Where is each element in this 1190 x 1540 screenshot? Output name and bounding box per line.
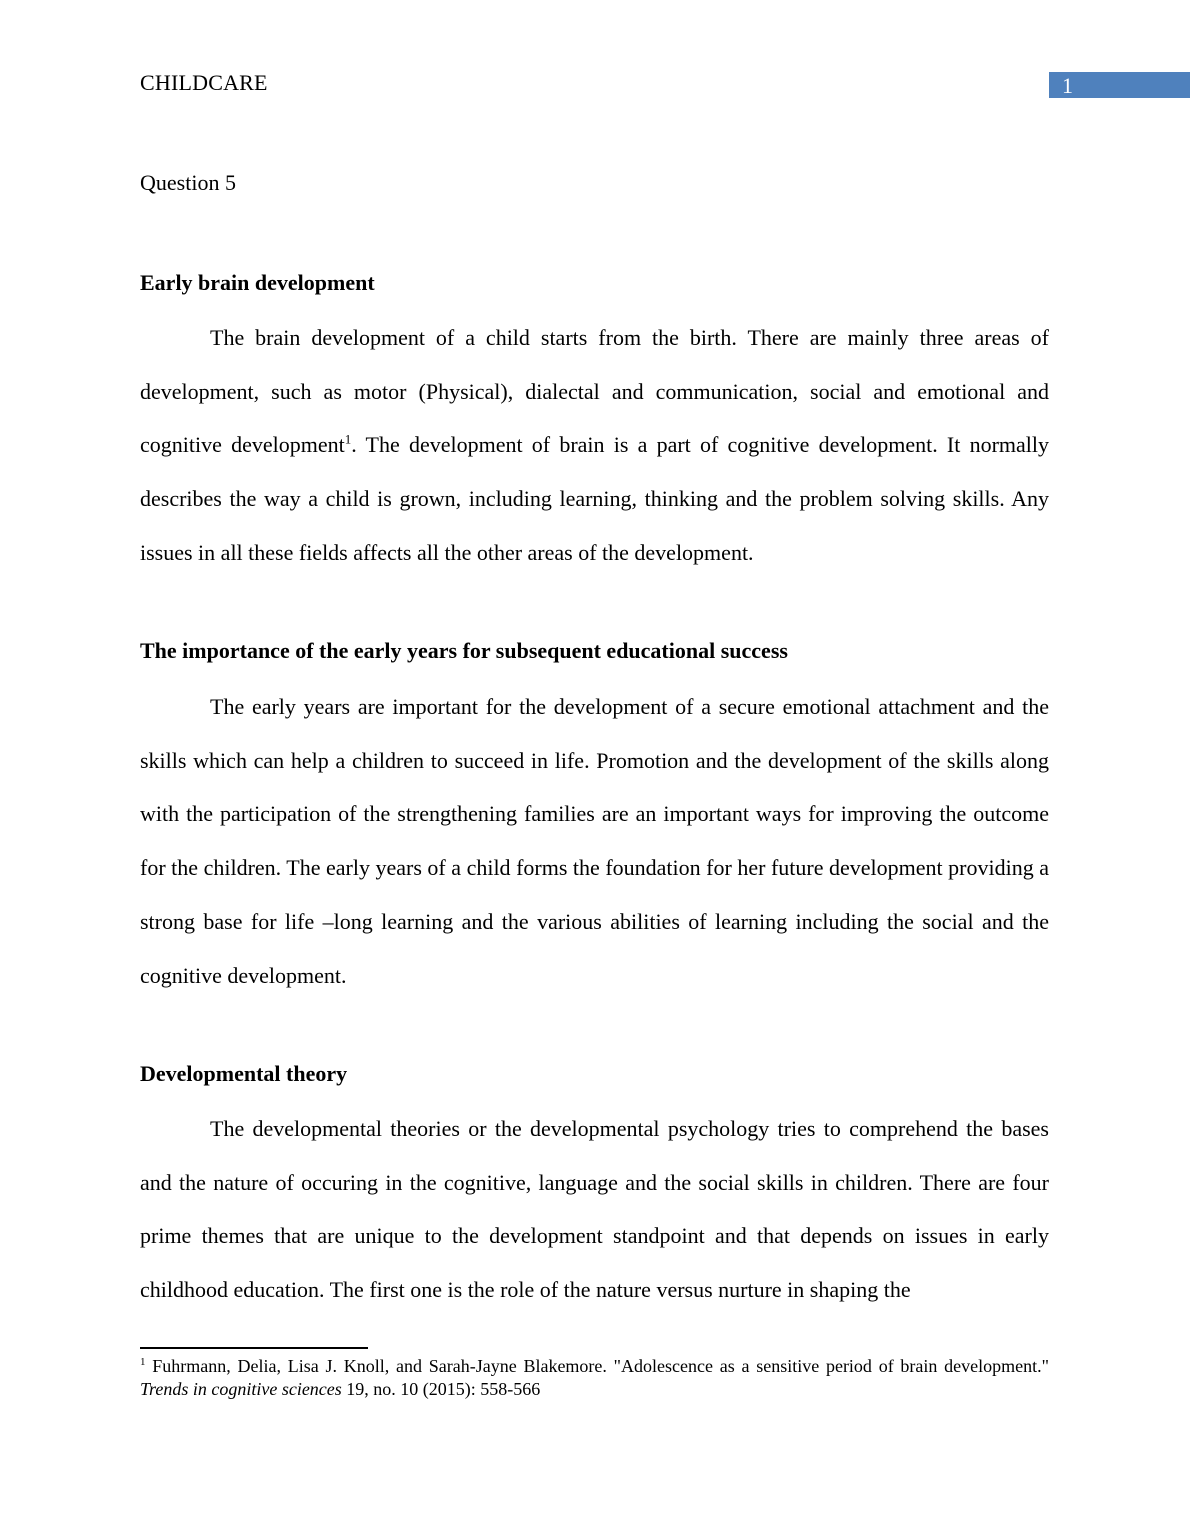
footnote-separator — [140, 1347, 368, 1349]
footnote-text: 19, no. 10 (2015): 558-566 — [341, 1379, 541, 1399]
paragraph-text: The brain development of a child starts from the birth. There are mainly three areas of development, such as motor (Physical), dialectal and communication, social and emotional and cognitive development — [140, 325, 1049, 458]
footnote-reference[interactable]: 1 — [344, 432, 352, 448]
paragraph-text: . The development of brain is a part of cognitive development. It normally describes the way a child is grown, including learning, thinking and the problem solving skills. Any issues in all these fields affects all the other areas of the development. — [140, 432, 1050, 565]
section-heading-importance-early-years: The importance of the early years for subsequent educational success — [140, 638, 788, 663]
footnote-mark: 1 — [140, 1356, 146, 1368]
section-heading-early-brain-development: Early brain development — [140, 270, 375, 295]
paragraph-early-brain-development — [140, 311, 1049, 580]
section-heading-developmental-theory: Developmental theory — [140, 1061, 348, 1086]
page-number: 1 — [1062, 73, 1073, 98]
question-label: Question 5 — [140, 170, 236, 195]
footnote-text: Fuhrmann, Delia, Lisa J. Knoll, and Sarah-Jayne Blakemore. "Adolescence as a sensitive period of brain development." — [145, 1356, 1049, 1376]
running-head: CHILDCARE — [140, 70, 268, 95]
page-number-bar — [1049, 72, 1190, 98]
paragraph-importance-early-years: The early years are important for the development of a secure emotional attachment and the skills which can help a children to succeed in life. Promotion and the development of the skills along with the participation of the strengthening families are an important ways for improving the outcome for the children. The early years of a child forms the foundation for her future development providing a strong base for life –long learning and the various abilities of learning including the social and the cognitive development. — [140, 694, 1049, 988]
footnote-journal: Trends in cognitive sciences — [140, 1379, 342, 1399]
footnote — [140, 1355, 1049, 1401]
paragraph-developmental-theory: The developmental theories or the developmental psychology tries to comprehend the bases and the nature of occuring in the cognitive, language and the social skills in children. There are four prime themes that are unique to the development standpoint and that depends on issues in early childhood education. The first one is the role of the nature versus nurture in shaping the — [140, 1116, 1049, 1303]
